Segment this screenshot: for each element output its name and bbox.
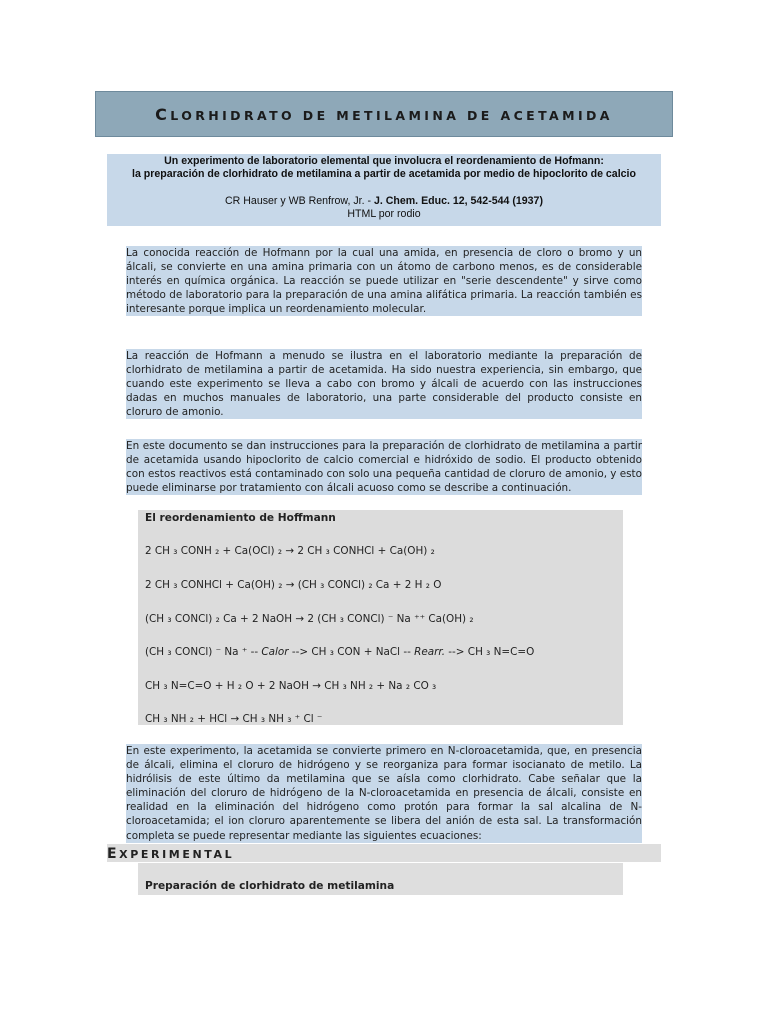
paragraph-instructions: En este documento se dan instrucciones para la preparación de clorhidrato de metilamina a partir de acetamida usando hipoclorito de calcio comercial e hidróxido de sodio. El producto obtenido con estos reactivos está contaminado con solo una pequeña cantidad de cloruro de amonio, y esto puede eliminarse por tratamiento con álcali acuoso como se describe a continuación. [126, 440, 642, 495]
subtitle-line-2: la preparación de clorhidrato de metilamina a partir de acetamida por medio de hipoclorito de calcio [132, 168, 636, 180]
paragraph-hofmann-lab: La reacción de Hofmann a menudo se ilustra en el laboratorio mediante la preparación de clorhidrato de metilamina a partir de acetamida. Ha sido nuestra experiencia, sin embargo, que cuando este experimento se lleva a cabo con bromo y álcali de acuerdo con las instrucciones dadas en muchos manuales de laboratorio, una parte considerable del producto consiste en cloruro de amonio. [126, 350, 642, 419]
experimental-section-bar [107, 844, 661, 862]
citation-authors: CR Hauser y WB Renfrow, Jr. - J. Chem. Educ. 12, 542-544 (1937) [225, 195, 543, 207]
equation-1: 2 CH ₃ CONH ₂ + Ca(OCl) ₂ → 2 CH ₃ CONHCl + Ca(OH) ₂ [145, 545, 435, 557]
experimental-heading: EXPERIMENTAL [107, 846, 235, 862]
preparation-panel [138, 863, 623, 895]
equation-5: CH ₃ N=C=O + H ₂ O + 2 NaOH → CH ₃ NH ₂ + Na ₂ CO ₃ [145, 680, 437, 692]
equations-panel [138, 510, 623, 725]
page-title: CLORHIDRATO DE METILAMINA DE ACETAMIDA [155, 104, 613, 124]
citation-subtitle [107, 154, 661, 181]
paragraph-intro: La conocida reacción de Hofmann por la cual una amida, en presencia de cloro o bromo y un álcali, se convierte en una amina primaria con un átomo de carbono menos, es de considerable interés en química orgánica. La reacción se puede utilizar en "serie descendente" y sirve como método de laboratorio para la preparación de una amina alifática primaria. La reacción también es interesante porque implica un reordenamiento molecular. [126, 247, 642, 316]
equation-3: (CH ₃ CONCl) ₂ Ca + 2 NaOH → 2 (CH ₃ CONCl) ⁻ Na ⁺⁺ Ca(OH) ₂ [145, 613, 474, 625]
equations-heading: El reordenamiento de Hoffmann [145, 512, 336, 524]
equation-4: (CH ₃ CONCl) ⁻ Na ⁺ -- Calor --> CH ₃ CON + NaCl -- Rearr. --> CH ₃ N=C=O [145, 646, 535, 658]
citation-box [107, 154, 661, 226]
equation-6: CH ₃ NH ₂ + HCl → CH ₃ NH ₃ ⁺ Cl ⁻ [145, 713, 323, 725]
html-credit: HTML por rodio [347, 208, 421, 220]
title-bar [95, 91, 673, 137]
journal-reference: J. Chem. Educ. 12, 542-544 (1937) [373, 195, 543, 207]
paragraph-mechanism: En este experimento, la acetamida se convierte primero en N-cloroacetamida, que, en presencia de álcali, elimina el cloruro de hidrógeno y se reorganiza para formar isocianato de metilo. La hidrólisis de este último da metilamina que se aísla como clorhidrato. Cabe señalar que la eliminación del cloruro de hidrógeno de la N-cloroacetamida en presencia de álcali, consiste en realidad en la eliminación del hidrógeno como protón para formar la sal alcalina de N-cloroacetamida; el ion cloruro aparentemente se libera del anión de esta sal. La transformación completa se puede representar mediante las siguientes ecuaciones: [126, 745, 642, 842]
preparation-heading: Preparación de clorhidrato de metilamina [145, 880, 395, 892]
equation-2: 2 CH ₃ CONHCl + Ca(OH) ₂ → (CH ₃ CONCl) ₂ Ca + 2 H ₂ O [145, 579, 442, 591]
subtitle-line-1: Un experimento de laboratorio elemental que involucra el reordenamiento de Hofmann: [164, 155, 604, 167]
